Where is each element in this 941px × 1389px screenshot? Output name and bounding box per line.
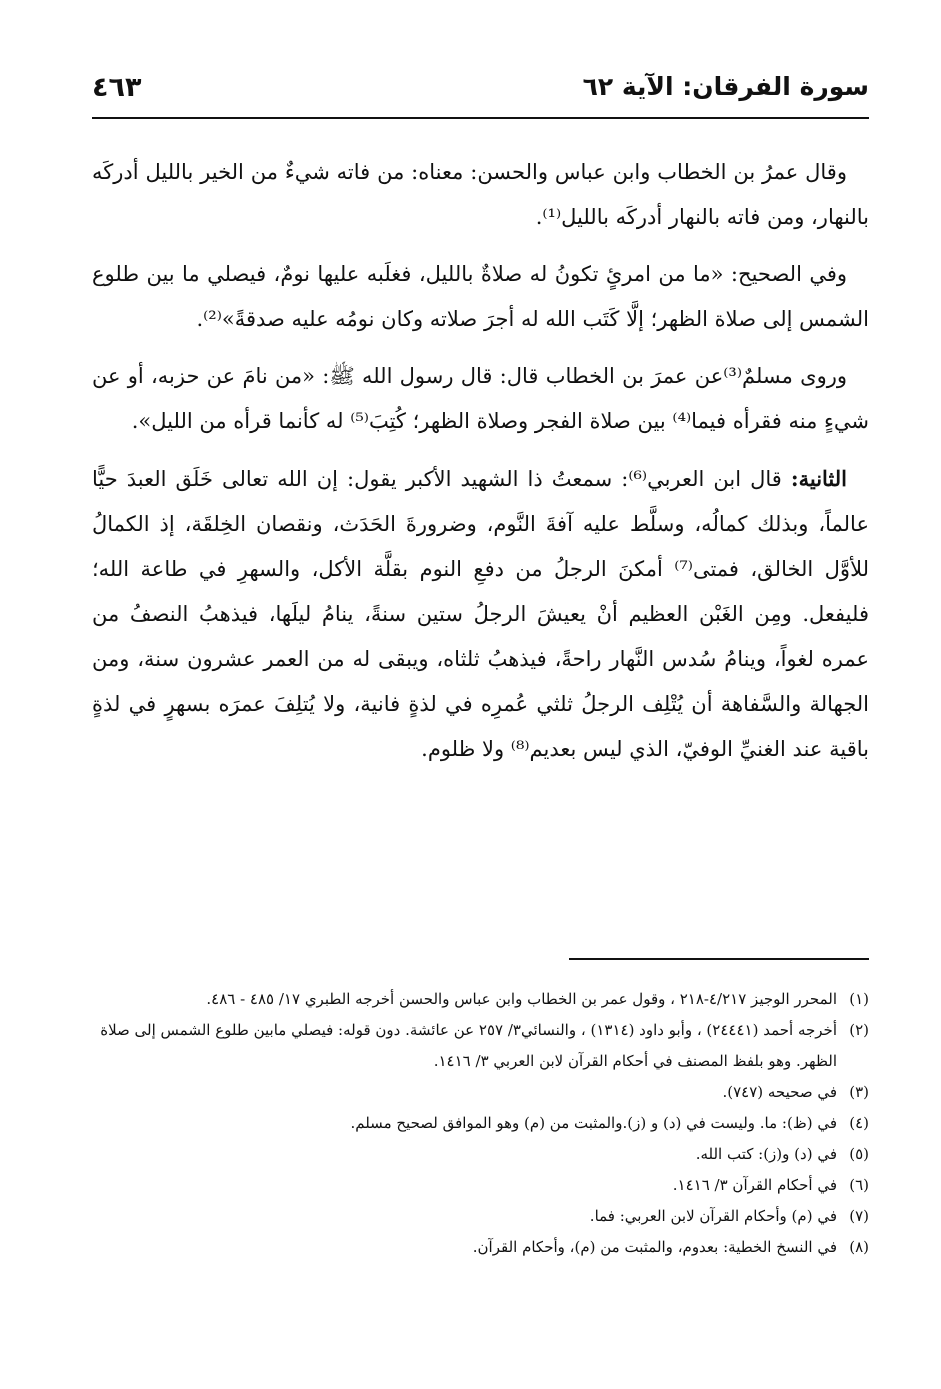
page-number: ٤٦٣ xyxy=(92,72,142,103)
footnote xyxy=(92,1201,869,1232)
footnote-text: في صحيحه (٧٤٧). xyxy=(722,1083,837,1101)
footnote-text: في (م) وأحكام القرآن لابن العربي: فما. xyxy=(589,1207,837,1225)
footnote-number: (١) xyxy=(849,990,869,1008)
footnote-number: (٣) xyxy=(849,1083,869,1101)
footnote xyxy=(92,984,869,1015)
page-header xyxy=(92,72,869,116)
paragraph xyxy=(92,252,869,342)
footnote-number: (٢) xyxy=(849,1021,869,1039)
footnote xyxy=(92,1139,869,1170)
footnote xyxy=(92,1170,869,1201)
paragraph-text: وروى مسلمٌ⁽³⁾عن عمرَ بن الخطاب قال: قال رسول الله ﷺ: «من نامَ عن حزبه، أو عن شيءٍ منه فقرأه فيما⁽⁴⁾ بين صلاة الفجر وصلاة الظهر؛ كُتِبَ⁽⁵⁾ له كأنما قرأه من الليل». xyxy=(92,364,869,433)
footnote-text: أخرجه أحمد (٢٤٤٤١) ، وأبو داود (١٣١٤) ، والنسائي٣/ ٢٥٧ عن عائشة. دون قوله: فيصلي مابين طلوع الشمس إلى صلاة الظهر. وهو بلفظ المصنف في أحكام القرآن لابن العربي ٣/ ١٤١٦. xyxy=(100,1021,837,1070)
paragraph-text: وفي الصحيح: «ما من امرئٍ تكونُ له صلاةٌ بالليل، فغلَبه عليها نومٌ، فيصلي ما بين طلوع الشمس إلى صلاة الظهر؛ إلَّا كَتَب الله له أجرَ صلاته وكان نومُه عليه صدقةً»⁽²⁾. xyxy=(92,262,869,331)
paragraph xyxy=(92,150,869,240)
footnote-number: (٧) xyxy=(849,1207,869,1225)
footnote-text: في النسخ الخطية: بعدوم، والمثبت من (م)، وأحكام القرآن. xyxy=(472,1238,837,1256)
footnote-divider xyxy=(569,958,869,960)
paragraph xyxy=(92,354,869,444)
footnote-number: (٨) xyxy=(849,1238,869,1256)
footnote-number: (٥) xyxy=(849,1145,869,1163)
section-lead: الثانية: xyxy=(790,466,848,491)
paragraph-text: وقال عمرُ بن الخطاب وابن عباس والحسن: معناه: من فاته شيءٌ من الخير بالليل أدركَه بالنهار، ومن فاته بالنهار أدركَه بالليل⁽¹⁾. xyxy=(92,160,869,229)
footnote-number: (٦) xyxy=(849,1176,869,1194)
paragraph xyxy=(92,456,869,772)
footnote-text: في أحكام القرآن ٣/ ١٤١٦. xyxy=(672,1176,837,1194)
footnote xyxy=(92,1015,869,1077)
footnote xyxy=(92,1108,869,1139)
paragraph-text: قال ابن العربي⁽⁶⁾: سمعتُ ذا الشهيد الأكبر يقول: إن الله تعالى خَلَق العبدَ حيًّا عالماً، وبذلك كمالُه، وسلَّط عليه آفةَ النَّوم، وضرورةَ الحَدَث، ونقصان الخِلقَة، إذ الكمالُ للأوَّل الخالق، فمتى⁽⁷⁾ أمكنَ الرجلُ من دفعِ النوم بقلَّة الأكل، والسهرِ في طاعة الله؛ فليفعل. ومِن الغَبْن العظيم أنْ يعيشَ الرجلُ ستين سنةً، ينامُ ليلَها، فيذهبُ النصفُ من عمره لغواً، وينامُ سُدس النَّهار راحةً، فيذهبُ ثلثاه، ويبقى له من العمر عشرون سنة، ومن الجهالة والسَّفاهة أن يُتْلِف الرجلُ ثلثي عُمرِه في لذةٍ فانية، ولا يُتلِفَ عمرَه بسهرٍ في لذةٍ باقية عند الغنيِّ الوفيّ، الذي ليس بعديم⁽⁸⁾ ولا ظلوم. xyxy=(92,467,869,761)
footnote-text: في (د) و(ز): كتب الله. xyxy=(695,1145,837,1163)
header-divider xyxy=(92,117,869,119)
footnote-number: (٤) xyxy=(849,1114,869,1132)
footnote-text: المحرر الوجيز ٤/٢١٧-٢١٨ ، وقول عمر بن الخطاب وابن عباس والحسن أخرجه الطبري ١٧/ ٤٨٥ - ٤٨٦. xyxy=(206,990,837,1008)
main-text xyxy=(92,150,869,784)
running-title: سورة الفرقان: الآية ٦٢ xyxy=(582,72,869,101)
footnote-text: في (ظ): ما. وليست في (د) و (ز).والمثبت من (م) وهو الموافق لصحيح مسلم. xyxy=(350,1114,837,1132)
footnote xyxy=(92,1232,869,1263)
footnotes xyxy=(92,984,869,1263)
footnote xyxy=(92,1077,869,1108)
